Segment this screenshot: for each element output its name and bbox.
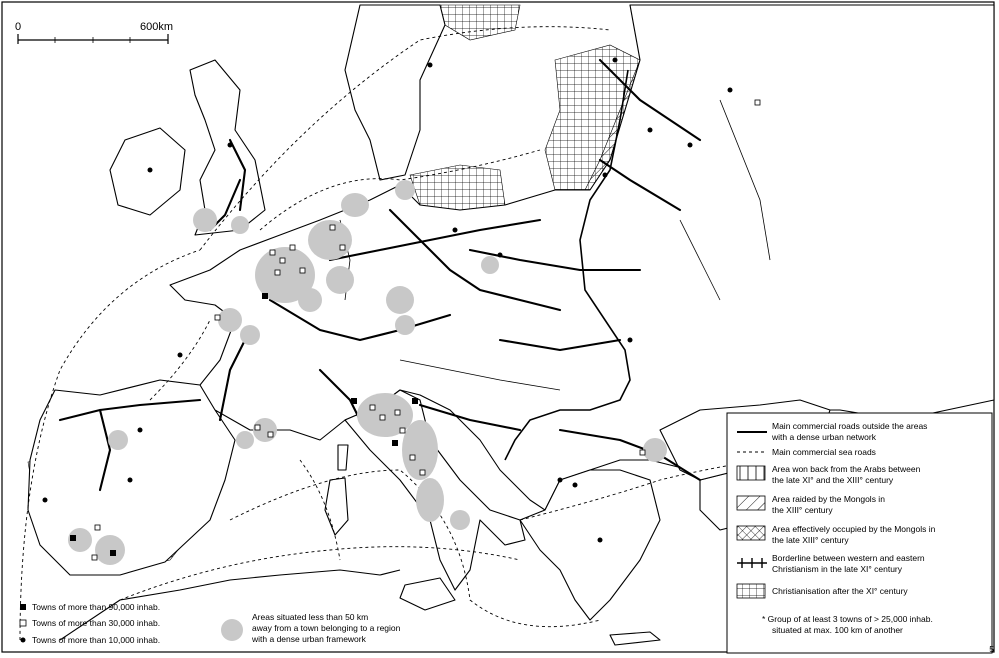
page-mark: 5: [989, 644, 994, 654]
legend-raided-2: the XIII° century: [772, 505, 833, 515]
sardinia: [325, 478, 348, 535]
scale-start-label: 0: [15, 21, 22, 33]
legend-borderline-2: Christianism in the late XI° century: [772, 564, 903, 574]
legend-right: [727, 413, 992, 653]
legend-group-2: situated at max. 100 km of another: [772, 625, 903, 635]
legend-raided-1: Area raided by the Mongols in: [772, 494, 885, 504]
legend-urban: [221, 612, 401, 644]
legend-group-1: * Group of at least 3 towns of > 25,000 inhab.: [762, 614, 933, 624]
legend-arabs-1: Area won back from the Arabs between: [772, 464, 921, 474]
legend-left: [20, 602, 160, 645]
legend-urban-3: with a dense urban framework: [252, 634, 366, 644]
ireland: [110, 128, 185, 215]
corsica: [338, 445, 348, 470]
legend-urban-1: Areas situated less than 50 km: [252, 612, 369, 622]
legend-towns-30k: Towns of more than 30,000 inhab.: [32, 618, 161, 628]
legend-main-roads-2: with a dense urban network: [772, 432, 876, 442]
scale-bar: [15, 21, 173, 44]
legend-christianisation: Christianisation after the XI° century: [772, 586, 908, 596]
legend-arabs-2: the late XI° and the XIII° century: [772, 475, 894, 485]
scandinavia: [345, 5, 445, 180]
legend-main-roads-1: Main commercial roads outside the areas: [772, 421, 928, 431]
legend-occupied-1: Area effectively occupied by the Mongols in: [772, 524, 936, 534]
legend-sea-roads: Main commercial sea roads: [772, 447, 876, 457]
christianisation-prussia: [410, 165, 505, 210]
sicily: [400, 578, 455, 610]
scale-end-label: 600km: [140, 21, 174, 33]
legend-towns-90k: Towns of more than 90,000 inhab.: [32, 602, 161, 612]
legend-borderline-1: Borderline between western and eastern: [772, 553, 925, 563]
legend-occupied-2: the late XIII° century: [772, 535, 849, 545]
crete: [610, 632, 660, 645]
legend-urban-2: away from a town belonging to a region: [252, 623, 401, 633]
legend-towns-10k: Towns of more than 10,000 inhab.: [32, 635, 161, 645]
